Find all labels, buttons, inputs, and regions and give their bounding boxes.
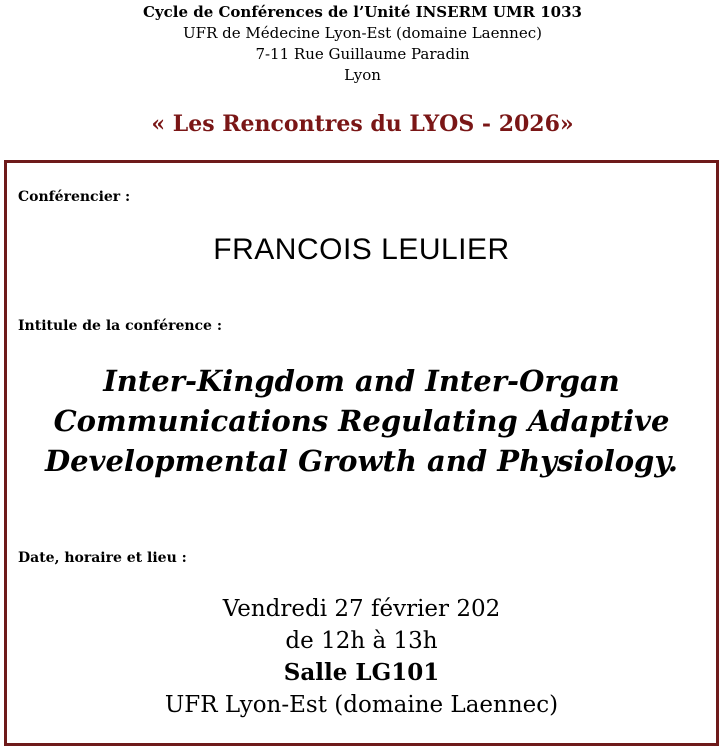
conference-box xyxy=(4,160,719,746)
title-label: Intitule de la conférence : xyxy=(18,318,222,334)
header-city: Lyon xyxy=(344,66,381,84)
conference-title xyxy=(7,361,716,481)
page-header xyxy=(0,0,725,86)
conference-title-line: Communications Regulating Adaptive xyxy=(53,404,670,438)
event-title: « Les Rencontres du LYOS - 2026» xyxy=(151,111,574,137)
header-faculty: UFR de Médecine Lyon-Est (domaine Laennec) xyxy=(183,24,542,42)
header-street: 7-11 Rue Guillaume Paradin xyxy=(255,45,470,63)
speaker-name: FRANCOIS LEULIER xyxy=(213,233,510,266)
event-details xyxy=(7,593,716,721)
event-date: Vendredi 27 février 202 xyxy=(222,596,501,622)
event-room: Salle LG101 xyxy=(283,659,440,686)
conference-title-line: Inter-Kingdom and Inter-Organ xyxy=(103,364,620,398)
details-label: Date, horaire et lieu : xyxy=(18,550,187,566)
speaker-label: Conférencier : xyxy=(18,189,131,205)
event-time: de 12h à 13h xyxy=(285,628,438,654)
conference-title-line: Developmental Growth and Physiology. xyxy=(45,444,678,478)
event-location: UFR Lyon-Est (domaine Laennec) xyxy=(164,692,559,718)
header-cycle-title: Cycle de Conférences de l’Unité INSERM UMR 1033 xyxy=(142,3,582,21)
